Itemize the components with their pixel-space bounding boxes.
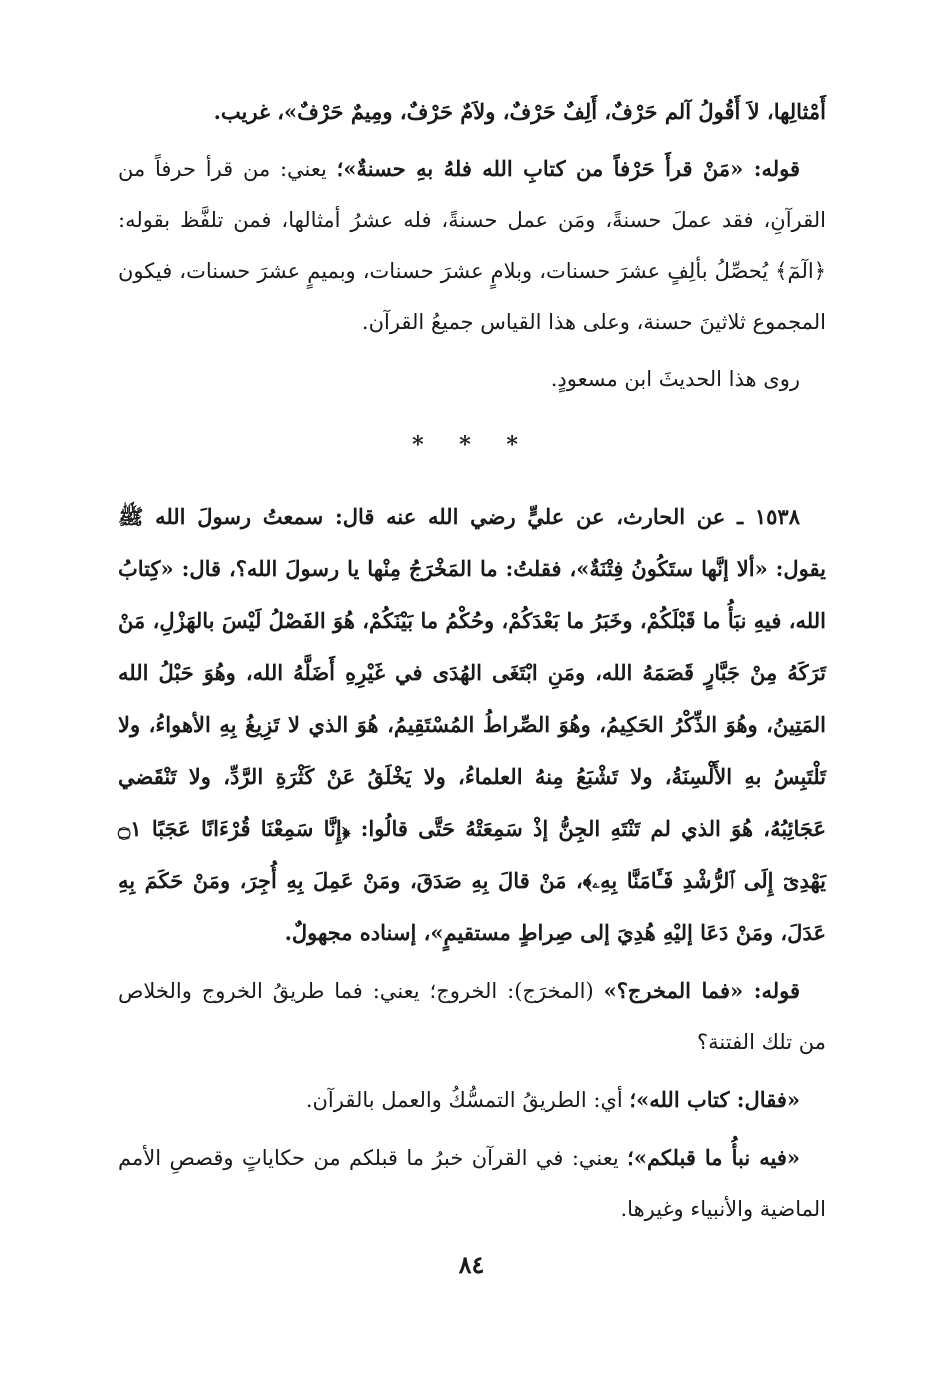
paragraph-commentary-1 [118,143,826,348]
page-body [118,86,826,1377]
paragraph-commentary-2 [118,965,826,1068]
commentary-quote: «فيه نبأُ ما قبلكم»؛ [627,1145,801,1170]
commentary-quote: قوله: «فما المخرج؟» [603,978,800,1003]
page-number: ٨٤ [458,1250,485,1279]
paragraph-hadith-end: أَمْثالِها، لاَ أَقُولُ آلم حَرْفٌ، أَلِفٌ حَرْفٌ، ولاَمٌ حَرْفٌ، ومِيمٌ حَرْفٌ»، غريب. [213,99,826,124]
commentary-quote: قوله: «مَنْ قرأَ حَرْفاً من كتابِ الله فلهُ بهِ حسنةٌ»؛ [336,156,800,181]
commentary-quote: «فقال: كتاب الله»؛ [629,1087,800,1112]
hadith-grade: إسناده مجهولٌ. [284,920,424,945]
commentary-text: أي: الطريقُ التمسُّكُ والعمل بالقرآن. [305,1088,630,1112]
commentary-text: يعني: في القرآن خبرُ ما قبلكم من حكاياتٍ وقصصِ الأمم الماضية والأنبياء وغيرها. [118,1146,826,1221]
hadith-text: ١٥٣٨ ـ عن الحارث، عن عليٍّ رضي الله عنه قال: سمعتُ رسولَ الله ﷺ يقول: «ألا إنَّها ستَكُونُ فِتْنَةٌ»، فقلتُ: ما المَخْرَجُ مِنْها يا رسولَ الله؟، قال: «كِتابُ الله، فيهِ نبَأُ ما قَبْلَكُمْ، وخَبَرُ ما بَعْدَكُمْ، وحُكْمُ ما بَيْنَكُمْ، هُوَ الفَصْلُ لَيْسَ بالهَزْلِ، مَنْ تَرَكَهُ مِنْ جَبَّارٍ قَصَمَهُ الله، ومَنِ ابْتَغَى الهُدَى في غَيْرِهِ أَضَلَّهُ الله، وهُوَ حَبْلُ الله المَتِينُ، وهُوَ الذِّكْرُ الحَكِيمُ، وهُوَ الصِّراطُ المُسْتَقِيمُ، هُوَ الذي لا تَزِيغُ بِهِ الأهواءُ، ولا تَلْتَبِسُ بهِ الأَلْسِنَةُ، ولا تَشْبَعُ مِنهُ العلماءُ، ولا يَخْلَقُ عَنْ كَثْرَةِ الرَّدِّ، ولا تَنْقَضي عَجَائِبُهُ، هُوَ الذي لم تَنْتَهِ الجِنُّ إذْ سَمِعَتْهُ حَتَّى قالُوا: ﴿إِنَّا سَمِعْنَا قُرْءَانًا عَجَبًا ۝١ يَهْدِىٓ إِلَى ٱلرُّشْدِ فَـَٔامَنَّا بِهِۦ﴾، مَنْ قالَ بِهِ صَدَقَ، ومَنْ عَمِلَ بِهِ أُجِرَ، ومَنْ حَكَمَ بِهِ عَدَلَ، ومَنْ دَعَا إليْهِ هُدِيَ إلى صِراطٍ مستقيمٍ»، [118,504,826,945]
paragraph-narrator: روى هذا الحديثَ ابن مسعودٍ. [550,367,800,391]
section-separator: * * * [412,432,532,458]
commentary-text: (المخرَج): الخروج؛ يعني: فما طريقُ الخروج والخلاص من تلك الفتنة؟ [118,979,826,1054]
paragraph-hadith-1538 [118,491,826,959]
paragraph-commentary-4 [118,1132,826,1235]
commentary-text: يعني: من قرأ حرفاً من القرآنِ، فقد عملَ حسنةً، ومَن عمل حسنةً، فله عشرُ أمثالها، فمن تلفَّظ بقوله: ﴿الٓمٓ﴾ يُحصِّلُ بألِفٍ عشرَ حسنات، وبلامٍ عشرَ حسنات، وبميمٍ عشرَ حسنات، فيكون المجموع ثلاثينَ حسنة، وعلى هذا القياس جميعُ القرآن. [118,157,826,334]
paragraph-commentary-3 [118,1074,826,1126]
